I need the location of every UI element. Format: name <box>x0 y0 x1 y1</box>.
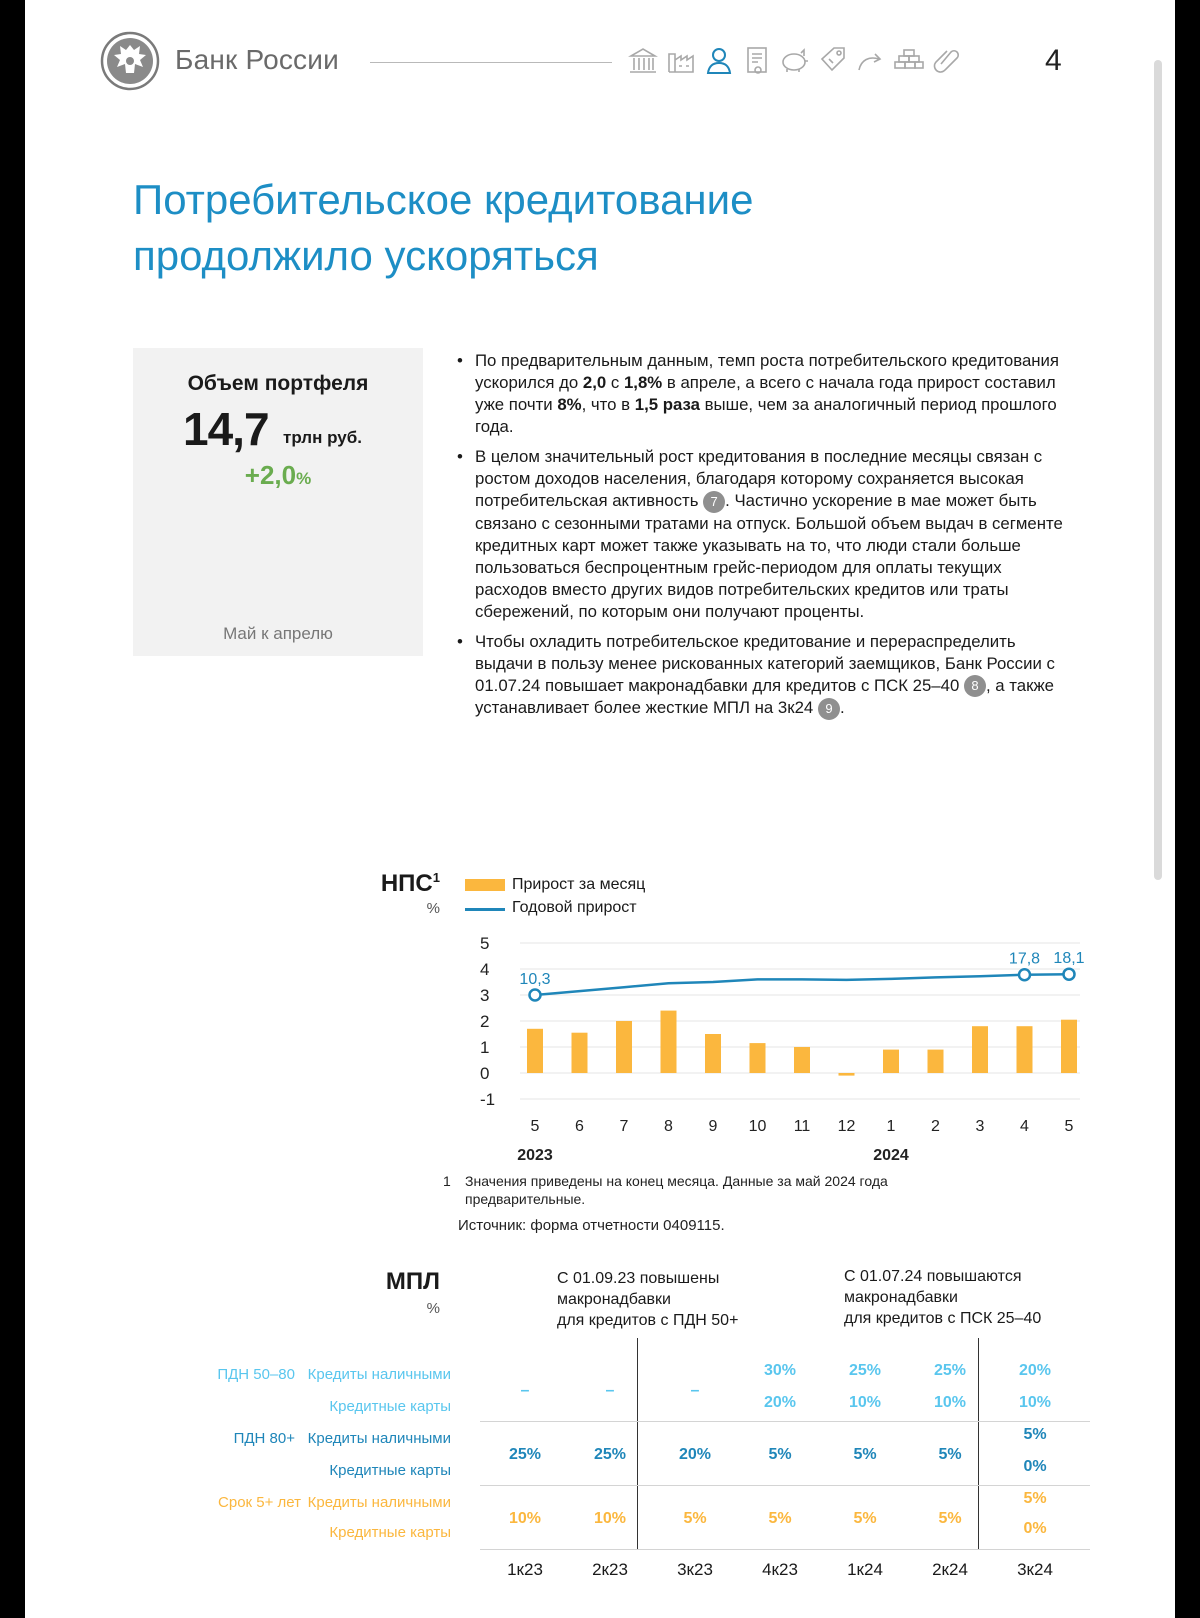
mpl-unit: % <box>426 1300 440 1317</box>
x-tick-label: 1 <box>886 1118 896 1135</box>
mpl-cell: 5% <box>938 1510 962 1527</box>
reference-badge[interactable]: 9 <box>818 698 840 720</box>
mpl-cell: 5% <box>853 1510 877 1527</box>
y-tick-label: 3 <box>480 986 490 1005</box>
text: с <box>606 373 624 392</box>
mpl-cell: 5% <box>853 1446 877 1463</box>
mpl-cell: 10% <box>1018 1394 1052 1411</box>
paperclip-icon[interactable] <box>931 44 963 78</box>
x-tick-label: 7 <box>619 1118 629 1135</box>
x-tick-label: 9 <box>708 1118 718 1135</box>
mpl-cell: 5% <box>768 1446 792 1463</box>
quarter-label: 2к23 <box>592 1560 628 1579</box>
y-tick-label: 0 <box>480 1064 490 1083</box>
kpi-label: Объем портфеля <box>187 372 369 395</box>
bar <box>794 1047 810 1073</box>
legend-bar-label: Прирост за месяц <box>512 876 646 893</box>
bar <box>839 1073 855 1076</box>
mpl-cell: 25% <box>848 1362 882 1379</box>
mpl-cell: 5% <box>938 1446 962 1463</box>
row-label: Кредитные карты <box>329 1524 451 1541</box>
mpl-cell: 10% <box>848 1394 882 1411</box>
x-tick-label: 5 <box>530 1118 540 1135</box>
note-line: С 01.07.24 повышаются <box>844 1268 1022 1285</box>
x-tick-label: 2 <box>931 1118 940 1135</box>
note-line: С 01.09.23 повышены <box>557 1270 720 1287</box>
mpl-cell: 25% <box>508 1446 542 1463</box>
bullet-3 <box>455 631 1075 720</box>
point-label: 10,3 <box>519 971 551 988</box>
text: в апреле, а всего с начала года прирост составил уже почти <box>475 373 1056 414</box>
y-tick-label: -1 <box>480 1090 496 1109</box>
note-line: макронадбавки <box>844 1289 958 1306</box>
line-point <box>1019 969 1030 980</box>
highlight: 1,8% <box>623 373 663 392</box>
quarter-label: 3к24 <box>1017 1560 1053 1579</box>
title-line-1: Потребительское кредитование <box>133 176 754 223</box>
mpl-title: МПЛ <box>385 1268 440 1295</box>
mpl-cell: 0% <box>1023 1458 1047 1475</box>
bullet-1 <box>455 350 1075 438</box>
legend-bar-swatch <box>465 879 505 891</box>
chart-unit: % <box>426 900 440 917</box>
row-divider <box>480 1485 1090 1486</box>
bar <box>661 1011 677 1073</box>
x-tick-label: 3 <box>975 1118 985 1135</box>
y-tick-label: 4 <box>480 960 490 979</box>
note-line: для кредитов с ПДН 50+ <box>557 1312 739 1329</box>
page <box>25 0 1175 1618</box>
chart-title-sup: 1 <box>432 870 440 885</box>
text: выше, чем за аналогичный период прошлого года. <box>475 395 1057 436</box>
footnote-mark: 1 <box>443 1173 451 1189</box>
document-icon[interactable] <box>741 44 773 78</box>
mpl-note-1 <box>557 1268 738 1331</box>
y-tick-label: 1 <box>480 1038 490 1057</box>
quarter-label: 1к24 <box>847 1560 883 1579</box>
quarter-label: 3к23 <box>677 1560 713 1579</box>
bar <box>527 1029 543 1073</box>
kpi-card <box>133 348 423 656</box>
legend-line-label: Годовой прирост <box>512 899 637 916</box>
title-line-2: продолжило ускоряться <box>133 232 599 279</box>
line-point <box>1064 969 1075 980</box>
row-label: Кредиты наличными <box>307 1430 451 1447</box>
line-point <box>530 990 541 1001</box>
mpl-cell: 0% <box>1023 1520 1047 1537</box>
chart <box>480 925 1095 1165</box>
text: В целом значительный рост кредитования в последние месяцы связан с ростом доходов населения, благодаря которому сохраняется высокая потребительская активность <box>475 447 1043 510</box>
x-tick-label: 8 <box>664 1118 673 1135</box>
bank-emblem-icon <box>100 31 160 91</box>
x-tick-label: 6 <box>575 1118 584 1135</box>
group-label: ПДН 50–80 <box>217 1366 295 1383</box>
bar <box>972 1026 988 1073</box>
highlight: 8% <box>557 395 582 414</box>
mpl-cell: 5% <box>683 1510 707 1527</box>
x-tick-label: 10 <box>748 1118 767 1135</box>
y-tick-label: 5 <box>480 934 490 953</box>
mpl-cell: 10% <box>933 1394 967 1411</box>
arrow-icon[interactable] <box>855 44 887 78</box>
bar <box>883 1050 899 1073</box>
bar <box>705 1034 721 1073</box>
chart-title <box>325 870 440 898</box>
mpl-cell: 30% <box>763 1362 797 1379</box>
factory-icon[interactable] <box>665 44 697 78</box>
page-number: 4 <box>1045 44 1062 77</box>
mpl-cell: 5% <box>768 1510 792 1527</box>
mpl-cell: 5% <box>1023 1426 1047 1443</box>
bar <box>1061 1020 1077 1073</box>
kpi-change-value: +2,0 <box>244 460 297 490</box>
bar <box>928 1050 944 1073</box>
kpi-unit: трлн руб. <box>283 428 362 447</box>
row-label: Кредиты наличными <box>307 1494 451 1511</box>
mpl-cell: 20% <box>1018 1362 1052 1379</box>
note-line: макронадбавки <box>557 1291 671 1308</box>
mpl-cell: 10% <box>508 1510 542 1527</box>
mpl-cell: 5% <box>1023 1490 1047 1507</box>
x-tick-label: 11 <box>793 1118 811 1135</box>
year-label: 2023 <box>517 1147 553 1164</box>
quarter-label: 1к23 <box>507 1560 543 1579</box>
bricks-icon[interactable] <box>893 44 925 78</box>
quarter-label: 4к23 <box>762 1560 798 1579</box>
x-tick-label: 5 <box>1064 1118 1074 1135</box>
mpl-note-2 <box>844 1266 1041 1329</box>
footnote: Значения приведены на конец месяца. Данные за май 2024 года предварительные. <box>465 1173 888 1207</box>
text: Чтобы охладить потребительское кредитование и перераспределить выдачи в пользу менее рискованных категорий заемщиков, Банк России с 01.07.24 повышает макронадбавки для кредитов с ПСК 25–40 <box>475 631 1055 695</box>
text: . <box>839 698 845 718</box>
highlight: 2,0 <box>582 373 607 392</box>
row-divider <box>480 1549 1090 1550</box>
bullet-list <box>455 350 1075 728</box>
mpl-cell: 25% <box>933 1362 967 1379</box>
bar <box>572 1033 588 1073</box>
highlight: 1,5 раза <box>634 395 700 414</box>
mpl-cell: 10% <box>593 1510 627 1527</box>
bullet-2 <box>455 446 1075 623</box>
bar <box>616 1021 632 1073</box>
point-label: 17,8 <box>1008 950 1041 968</box>
mpl-cell: 20% <box>678 1446 712 1463</box>
year-label: 2024 <box>873 1147 909 1164</box>
kpi-period: Май к апрелю <box>223 624 333 643</box>
mpl-cell: – <box>690 1382 700 1399</box>
x-tick-label: 4 <box>1020 1118 1029 1135</box>
x-tick-label: 12 <box>837 1118 856 1135</box>
brand-name: Банк России <box>175 44 339 75</box>
source-note: Источник: форма отчетности 0409115. <box>458 1217 725 1234</box>
text: . Частично ускорение в мае может быть связано с сезонными тратами на отпуск. Большой объем выдач в сегменте кредитных карт может также указывать на то, что люди стали больше пользоваться беспроцентным грейс-периодом для оплаты текущих расходов вместо других видов потребительских кредитов или траты сбережений, по которым они получают проценты. <box>475 491 1063 621</box>
bar <box>1017 1026 1033 1073</box>
note-line: для кредитов с ПСК 25–40 <box>844 1310 1042 1327</box>
reference-badge[interactable]: 7 <box>703 491 725 513</box>
kpi-value: 14,7 <box>183 403 269 455</box>
mpl-cell: – <box>520 1382 530 1399</box>
row-divider <box>480 1421 1090 1422</box>
text: , что в <box>581 395 635 414</box>
mpl-cell: 20% <box>763 1394 797 1411</box>
text: , а также устанавливает более жесткие МПЛ на 3к24 <box>475 675 1055 718</box>
mpl-cell: 25% <box>593 1446 627 1463</box>
scrollbar[interactable] <box>1154 60 1162 880</box>
kpi-change <box>133 460 423 491</box>
quarter-label: 2к24 <box>932 1560 968 1579</box>
group-label: ПДН 80+ <box>233 1430 295 1447</box>
tag-icon[interactable] <box>817 44 849 78</box>
group-label: Срок 5+ лет <box>218 1494 301 1511</box>
piggy-bank-icon[interactable] <box>779 44 811 78</box>
bank-icon[interactable] <box>627 44 659 78</box>
page-title <box>133 172 1033 284</box>
mpl-cell: – <box>605 1382 615 1399</box>
bar <box>750 1043 766 1073</box>
header-divider <box>370 62 612 63</box>
y-tick-label: 2 <box>480 1012 490 1031</box>
reference-badge[interactable]: 8 <box>964 675 986 697</box>
series-line <box>535 974 1069 995</box>
row-label: Кредиты наличными <box>307 1366 451 1383</box>
point-label: 18,1 <box>1053 950 1085 968</box>
row-label: Кредитные карты <box>329 1462 451 1479</box>
legend-line-swatch <box>465 908 505 911</box>
text: По предварительным данным, темп роста потребительского кредитования ускорился до <box>475 351 1060 392</box>
kpi-change-unit: % <box>296 469 312 488</box>
chart-title-text: НПС <box>380 870 433 897</box>
person-icon[interactable] <box>703 44 735 78</box>
row-label: Кредитные карты <box>329 1398 451 1415</box>
